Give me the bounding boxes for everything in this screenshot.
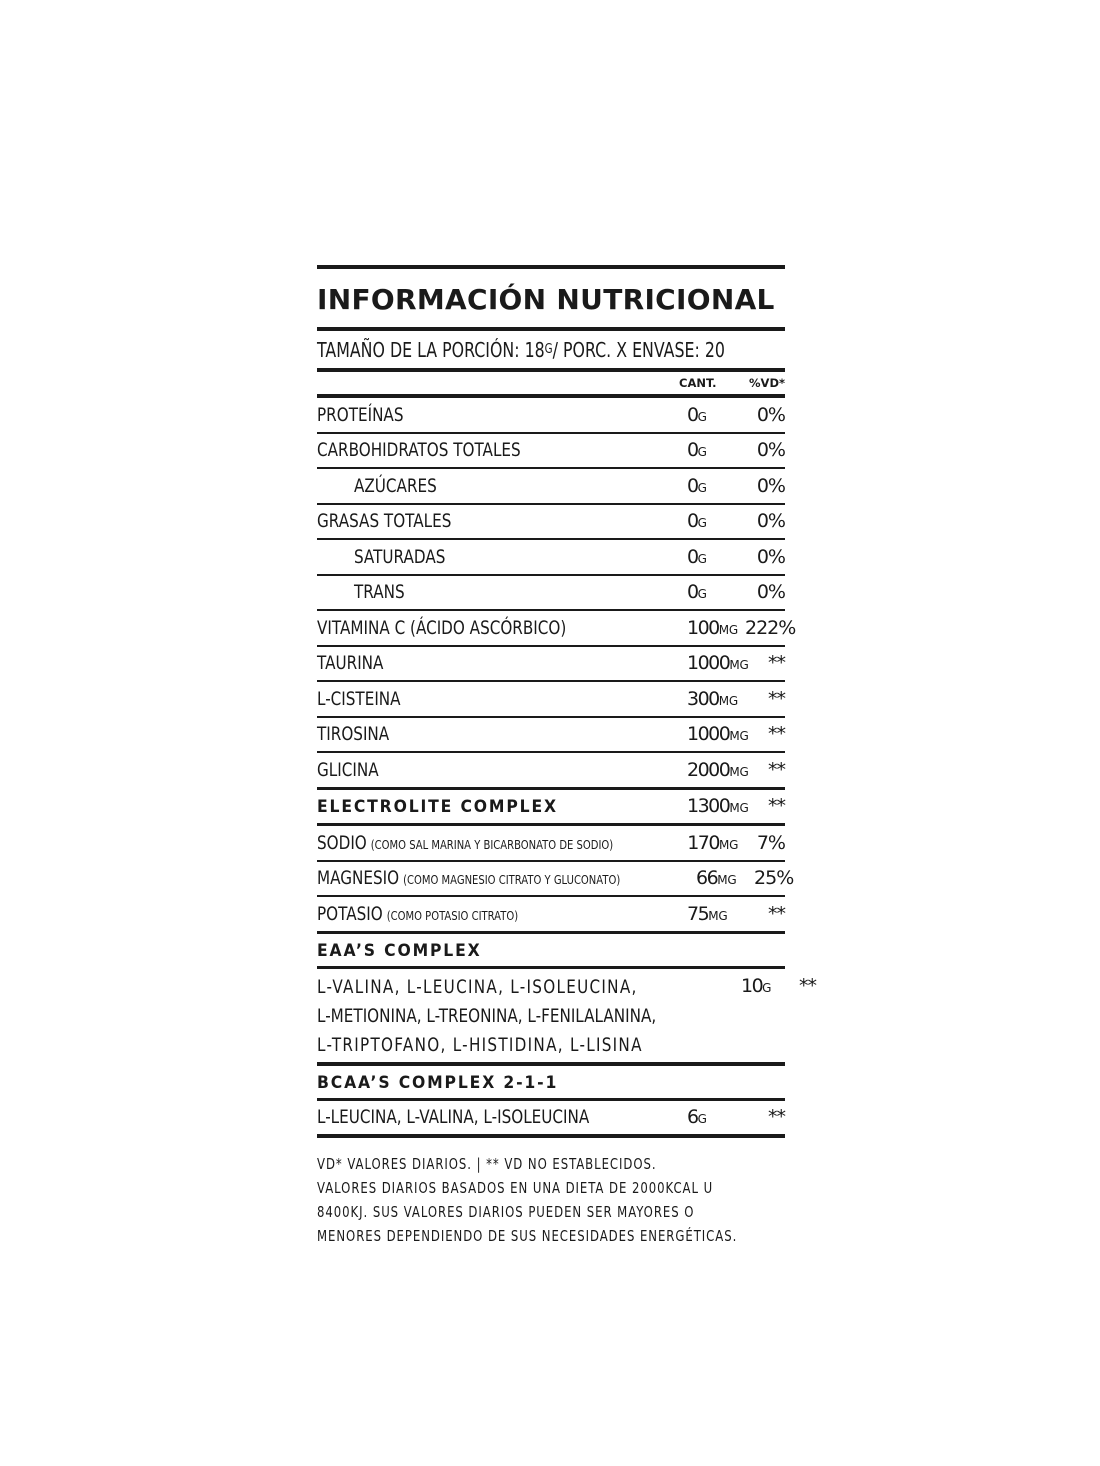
nutrient-row-vitamina-c	[317, 611, 796, 645]
nutrient-dv: **	[768, 902, 785, 925]
bottom-rule	[317, 1134, 785, 1138]
nutrient-dv: **	[768, 723, 785, 746]
nutrient-dv: 0%	[756, 510, 785, 533]
eaa-ingredients	[317, 969, 656, 1060]
nutrient-name: AZÚCARES	[354, 474, 437, 497]
nutrient-name: L-LEUCINA, L-VALINA, L-ISOLEUCINA	[317, 1106, 590, 1129]
nutrient-dv: **	[768, 652, 785, 675]
nutrient-row-taurina	[317, 647, 785, 681]
bcaa-section-heading	[317, 1066, 785, 1098]
nutrient-row-saturadas	[317, 540, 785, 574]
nutrient-name: ELECTROLITE COMPLEX	[317, 797, 558, 818]
nutrient-name: TIROSINA	[317, 723, 390, 746]
nutrient-row-eaa	[317, 969, 816, 1062]
eaa-section-heading	[317, 934, 785, 966]
nutrient-dv: 222%	[745, 616, 796, 639]
nutrient-name: POTASIO	[317, 902, 383, 925]
section-title: EAA’S COMPLEX	[317, 940, 482, 961]
column-dv-header: %VD*	[749, 376, 785, 390]
nutrient-amount: 1000MG	[687, 723, 749, 746]
nutrient-name: VITAMINA C (ÁCIDO ASCÓRBICO)	[317, 616, 567, 639]
nutrient-amount: 300MG	[687, 687, 739, 710]
nutrient-amount: 0G	[687, 581, 707, 604]
nutrient-dv: **	[798, 974, 816, 997]
nutrient-row-proteinas	[317, 398, 785, 432]
nutrient-dv: **	[768, 687, 785, 710]
nutrient-amount: 0G	[687, 545, 707, 568]
nutrient-dv: 0%	[756, 581, 785, 604]
nutrient-name: GRASAS TOTALES	[317, 510, 452, 533]
footnote-line: VALORES DIARIOS BASADOS EN UNA DIETA DE 2000KCAL U	[317, 1179, 714, 1197]
nutrient-row-trans	[317, 576, 785, 610]
nutrient-name: L-CISTEINA	[317, 687, 401, 710]
nutrient-dv: 0%	[756, 474, 785, 497]
serving-size-text: TAMAÑO DE LA PORCIÓN: 18	[317, 337, 545, 362]
nutrient-name: CARBOHIDRATOS TOTALES	[317, 439, 521, 462]
section-title: BCAA’S COMPLEX 2-1-1	[317, 1072, 559, 1093]
nutrient-row-l-cisteina	[317, 682, 785, 716]
nutrient-amount: 1000MG	[687, 652, 749, 675]
nutrient-row-glicina	[317, 753, 785, 787]
nutrient-name: TRANS	[354, 581, 405, 604]
column-amount-header: CANT.	[679, 376, 717, 390]
eaa-line: L-METIONINA, L-TREONINA, L-FENILALANINA,	[317, 1004, 657, 1027]
nutrient-name: TAURINA	[317, 652, 384, 675]
nutrient-amount: 170MG	[687, 831, 739, 854]
column-headers	[317, 372, 785, 394]
nutrient-dv: **	[768, 1106, 785, 1129]
nutrient-name: PROTEÍNAS	[317, 403, 404, 426]
nutrient-amount: 10G	[740, 974, 772, 997]
nutrient-name: SATURADAS	[354, 545, 446, 568]
nutrient-dv: **	[768, 758, 785, 781]
label-title: INFORMACIÓN NUTRICIONAL	[317, 283, 775, 316]
nutrient-row-electrolite-complex	[317, 790, 785, 824]
nutrient-amount: 1300MG	[687, 795, 749, 818]
nutrient-row-magnesio	[317, 862, 794, 896]
nutrient-note: (COMO POTASIO CITRATO)	[386, 907, 519, 923]
nutrient-amount: 2000MG	[687, 758, 749, 781]
nutrient-dv: 25%	[754, 867, 794, 890]
nutrient-amount: 0G	[687, 510, 707, 533]
nutrient-amount: 66MG	[696, 867, 737, 890]
nutrient-amount: 75MG	[687, 902, 728, 925]
nutrient-amount: 0G	[687, 474, 707, 497]
footnote-line: VD* VALORES DIARIOS. | ** VD NO ESTABLECIDOS.	[317, 1155, 657, 1173]
footnote-line: 8400KJ. SUS VALORES DIARIOS PUEDEN SER MAYORES O	[317, 1203, 695, 1221]
nutrient-row-sodio	[317, 826, 785, 860]
nutrient-dv: **	[768, 795, 785, 818]
nutrient-name: GLICINA	[317, 758, 379, 781]
nutrient-row-carbohidratos	[317, 434, 785, 468]
nutrient-dv: 0%	[756, 403, 785, 426]
nutrient-row-bcaa	[317, 1101, 785, 1135]
nutrient-name: MAGNESIO	[317, 867, 400, 890]
nutrient-amount: 100MG	[687, 616, 739, 639]
serving-size-unit: G	[544, 342, 553, 357]
nutrient-dv: 7%	[756, 831, 785, 854]
nutrient-row-tirosina	[317, 718, 785, 752]
nutrient-amount: 6G	[687, 1106, 707, 1129]
nutrient-note: (COMO MAGNESIO CITRATO Y GLUCONATO)	[403, 872, 621, 888]
nutrient-amount: 0G	[687, 439, 707, 462]
eaa-line: L-TRIPTOFANO, L-HISTIDINA, L-LISINA	[317, 1033, 643, 1056]
nutrient-dv: 0%	[756, 439, 785, 462]
nutrient-row-grasas	[317, 505, 785, 539]
nutrient-note: (COMO SAL MARINA Y BICARBONATO DE SODIO)	[370, 836, 614, 852]
footnote-line: MENORES DEPENDIENDO DE SUS NECESIDADES ENERGÉTICAS.	[317, 1227, 738, 1245]
nutrient-row-azucares	[317, 469, 785, 503]
nutrient-row-potasio	[317, 897, 785, 931]
eaa-line: L-VALINA, L-LEUCINA, L-ISOLEUCINA,	[317, 975, 638, 998]
serving-size	[317, 331, 787, 368]
nutrient-amount: 0G	[687, 403, 707, 426]
nutrient-dv: 0%	[756, 545, 785, 568]
servings-per-container: / PORC. X ENVASE: 20	[552, 337, 725, 362]
nutrient-name: SODIO	[317, 831, 367, 854]
footnote	[317, 1152, 785, 1248]
nutrition-label	[317, 265, 816, 1248]
